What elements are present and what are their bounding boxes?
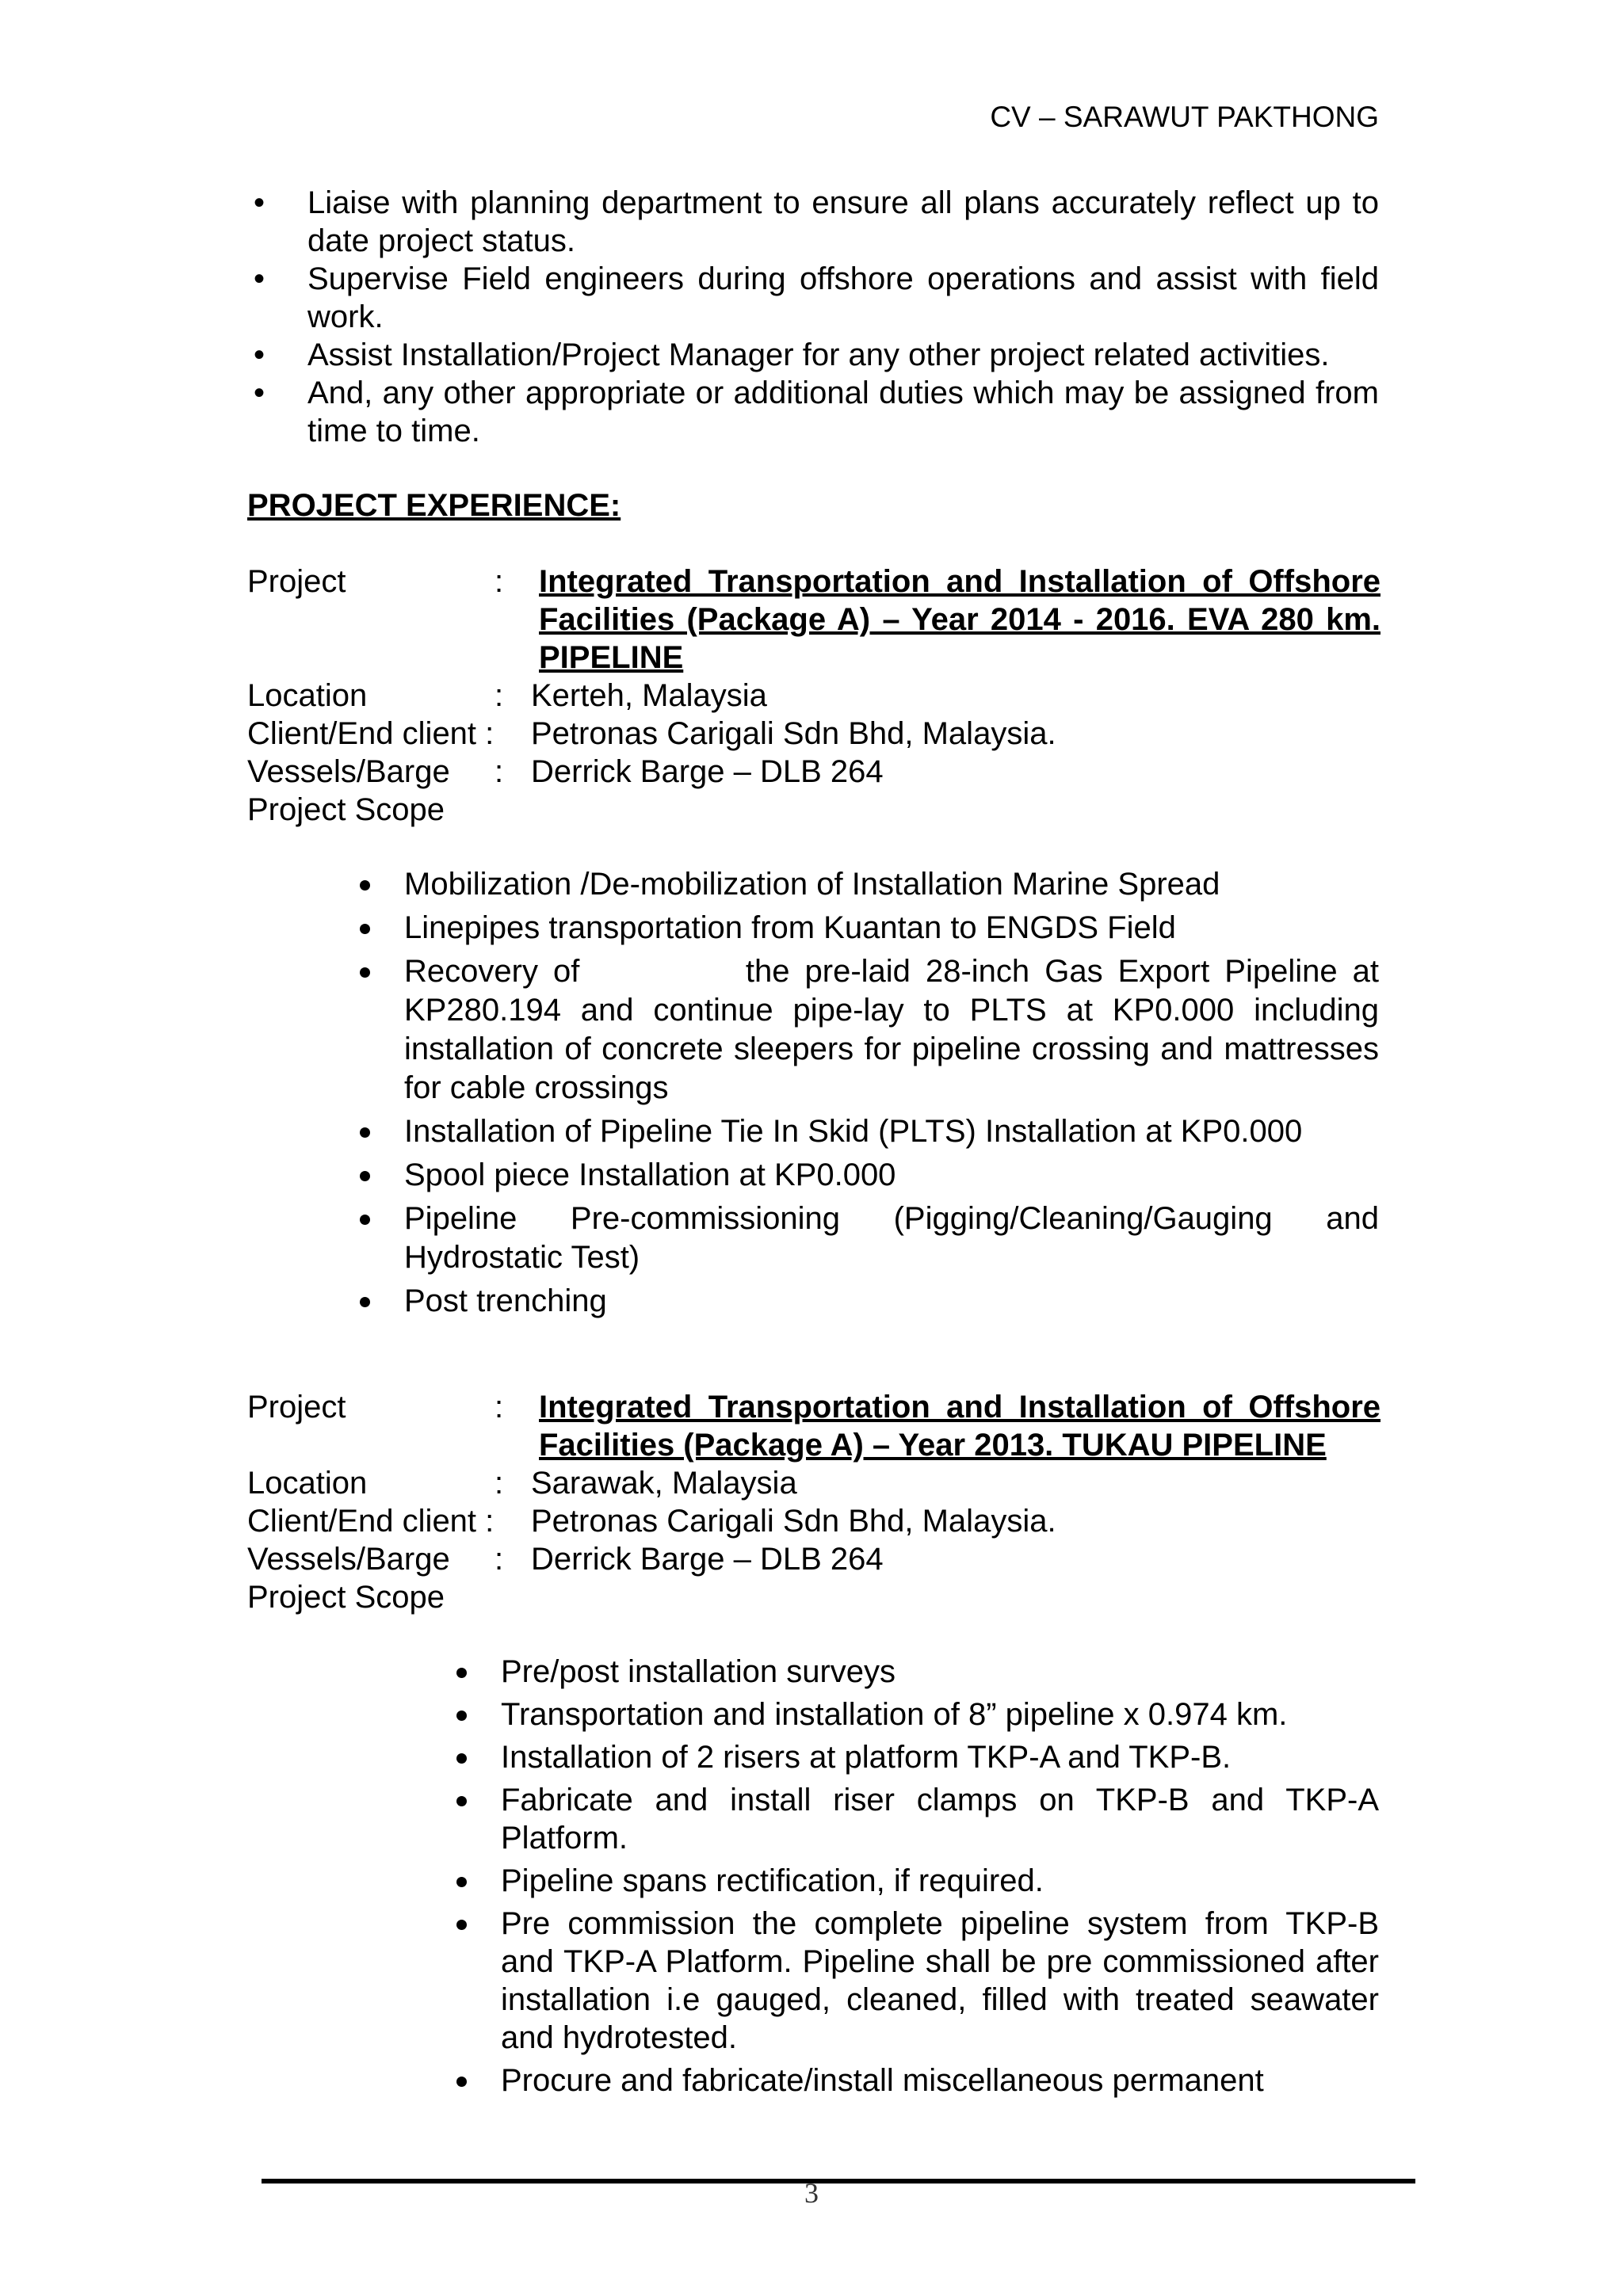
list-item: Fabricate and install riser clamps on TKP-B and TKP-A Platform. — [452, 1781, 1379, 1857]
vessel-label: Vessels/Barge — [247, 1542, 450, 1577]
project-title: Integrated Transportation and Installation of Offshore Facilities (Package A) – Year 2014 - 2016. EVA 280 km. PIPELINE — [539, 564, 1381, 675]
location-row — [247, 1464, 1381, 1502]
scope-label: Project Scope — [247, 792, 445, 827]
client-row — [247, 715, 1381, 753]
list-item: Recovery of the pre-laid 28-inch Gas Export Pipeline at KP280.194 and continue pipe-lay to PLTS at KP0.000 including installation of concrete sleepers for pipeline crossing and mattresses for cable crossings — [355, 952, 1379, 1108]
project-scope-list-1 — [355, 865, 1379, 1321]
list-item: Installation of Pipeline Tie In Skid (PLTS) Installation at KP0.000 — [355, 1112, 1379, 1151]
list-item: • And, any other appropriate or additional duties which may be assigned from time to time. — [247, 374, 1379, 450]
list-item: Pre commission the complete pipeline system from TKP-B and TKP-A Platform. Pipeline shall be pre commissioned after installation i.e gauged, cleaned, filled with treated seawater and hydrotested. — [452, 1905, 1379, 2057]
project-label: Project — [247, 564, 346, 599]
location-value: Sarawak, Malaysia — [531, 1466, 797, 1501]
list-item: Pipeline spans rectification, if required. — [452, 1862, 1379, 1900]
project-title: Integrated Transportation and Installation of Offshore Facilities (Package A) – Year 2013. TUKAU PIPELINE — [539, 1390, 1381, 1463]
project-label: Project — [247, 1390, 346, 1425]
location-label: Location — [247, 678, 368, 713]
location-row — [247, 677, 1381, 715]
vessel-value: Derrick Barge – DLB 264 — [531, 1542, 884, 1577]
section-title-project-experience: PROJECT EXPERIENCE: — [247, 488, 621, 523]
duties-list — [247, 184, 1379, 450]
colon: : — [495, 678, 504, 713]
client-value: Petronas Carigali Sdn Bhd, Malaysia. — [531, 1504, 1056, 1539]
list-item: Transportation and installation of 8” pipeline x 0.974 km. — [452, 1695, 1379, 1733]
scope-row — [247, 791, 1381, 829]
list-item: Pre/post installation surveys — [452, 1653, 1379, 1691]
page-number: 3 — [804, 2177, 819, 2209]
list-item: Installation of 2 risers at platform TKP-A and TKP-B. — [452, 1738, 1379, 1776]
list-item: Pipeline Pre-commissioning (Pigging/Cleaning/Gauging and Hydrostatic Test) — [355, 1199, 1379, 1277]
vessel-row — [247, 753, 1381, 791]
colon: : — [495, 564, 504, 599]
colon: : — [495, 1542, 504, 1577]
location-label: Location — [247, 1466, 368, 1501]
client-label: Client/End client : — [247, 1504, 495, 1539]
project-entry-2 — [247, 1388, 1381, 1616]
list-item: Post trenching — [355, 1282, 1379, 1321]
client-label: Client/End client : — [247, 716, 495, 751]
list-item: • Assist Installation/Project Manager for any other project related activities. — [247, 336, 1379, 374]
list-item: • Supervise Field engineers during offshore operations and assist with field work. — [247, 260, 1379, 336]
colon: : — [495, 754, 504, 789]
location-value: Kerteh, Malaysia — [531, 678, 767, 713]
vessel-value: Derrick Barge – DLB 264 — [531, 754, 884, 789]
colon: : — [495, 1466, 504, 1501]
list-item: Procure and fabricate/install miscellaneous permanent — [452, 2061, 1379, 2100]
list-item: • Liaise with planning department to ensure all plans accurately reflect up to date project status. — [247, 184, 1379, 260]
list-item: Mobilization /De-mobilization of Installation Marine Spread — [355, 865, 1379, 904]
list-item: Spool piece Installation at KP0.000 — [355, 1156, 1379, 1195]
vessel-label: Vessels/Barge — [247, 754, 450, 789]
project-scope-list-2 — [452, 1653, 1379, 2100]
client-row — [247, 1502, 1381, 1540]
client-value: Petronas Carigali Sdn Bhd, Malaysia. — [531, 716, 1056, 751]
project-title-row — [247, 1388, 1381, 1464]
project-entry-1 — [247, 563, 1381, 829]
list-item: Linepipes transportation from Kuantan to ENGDS Field — [355, 909, 1379, 948]
project-title-row — [247, 563, 1381, 677]
scope-label: Project Scope — [247, 1580, 445, 1615]
document-header: CV – SARAWUT PAKTHONG — [990, 101, 1379, 133]
colon: : — [495, 1390, 504, 1425]
scope-row — [247, 1578, 1381, 1616]
vessel-row — [247, 1540, 1381, 1578]
